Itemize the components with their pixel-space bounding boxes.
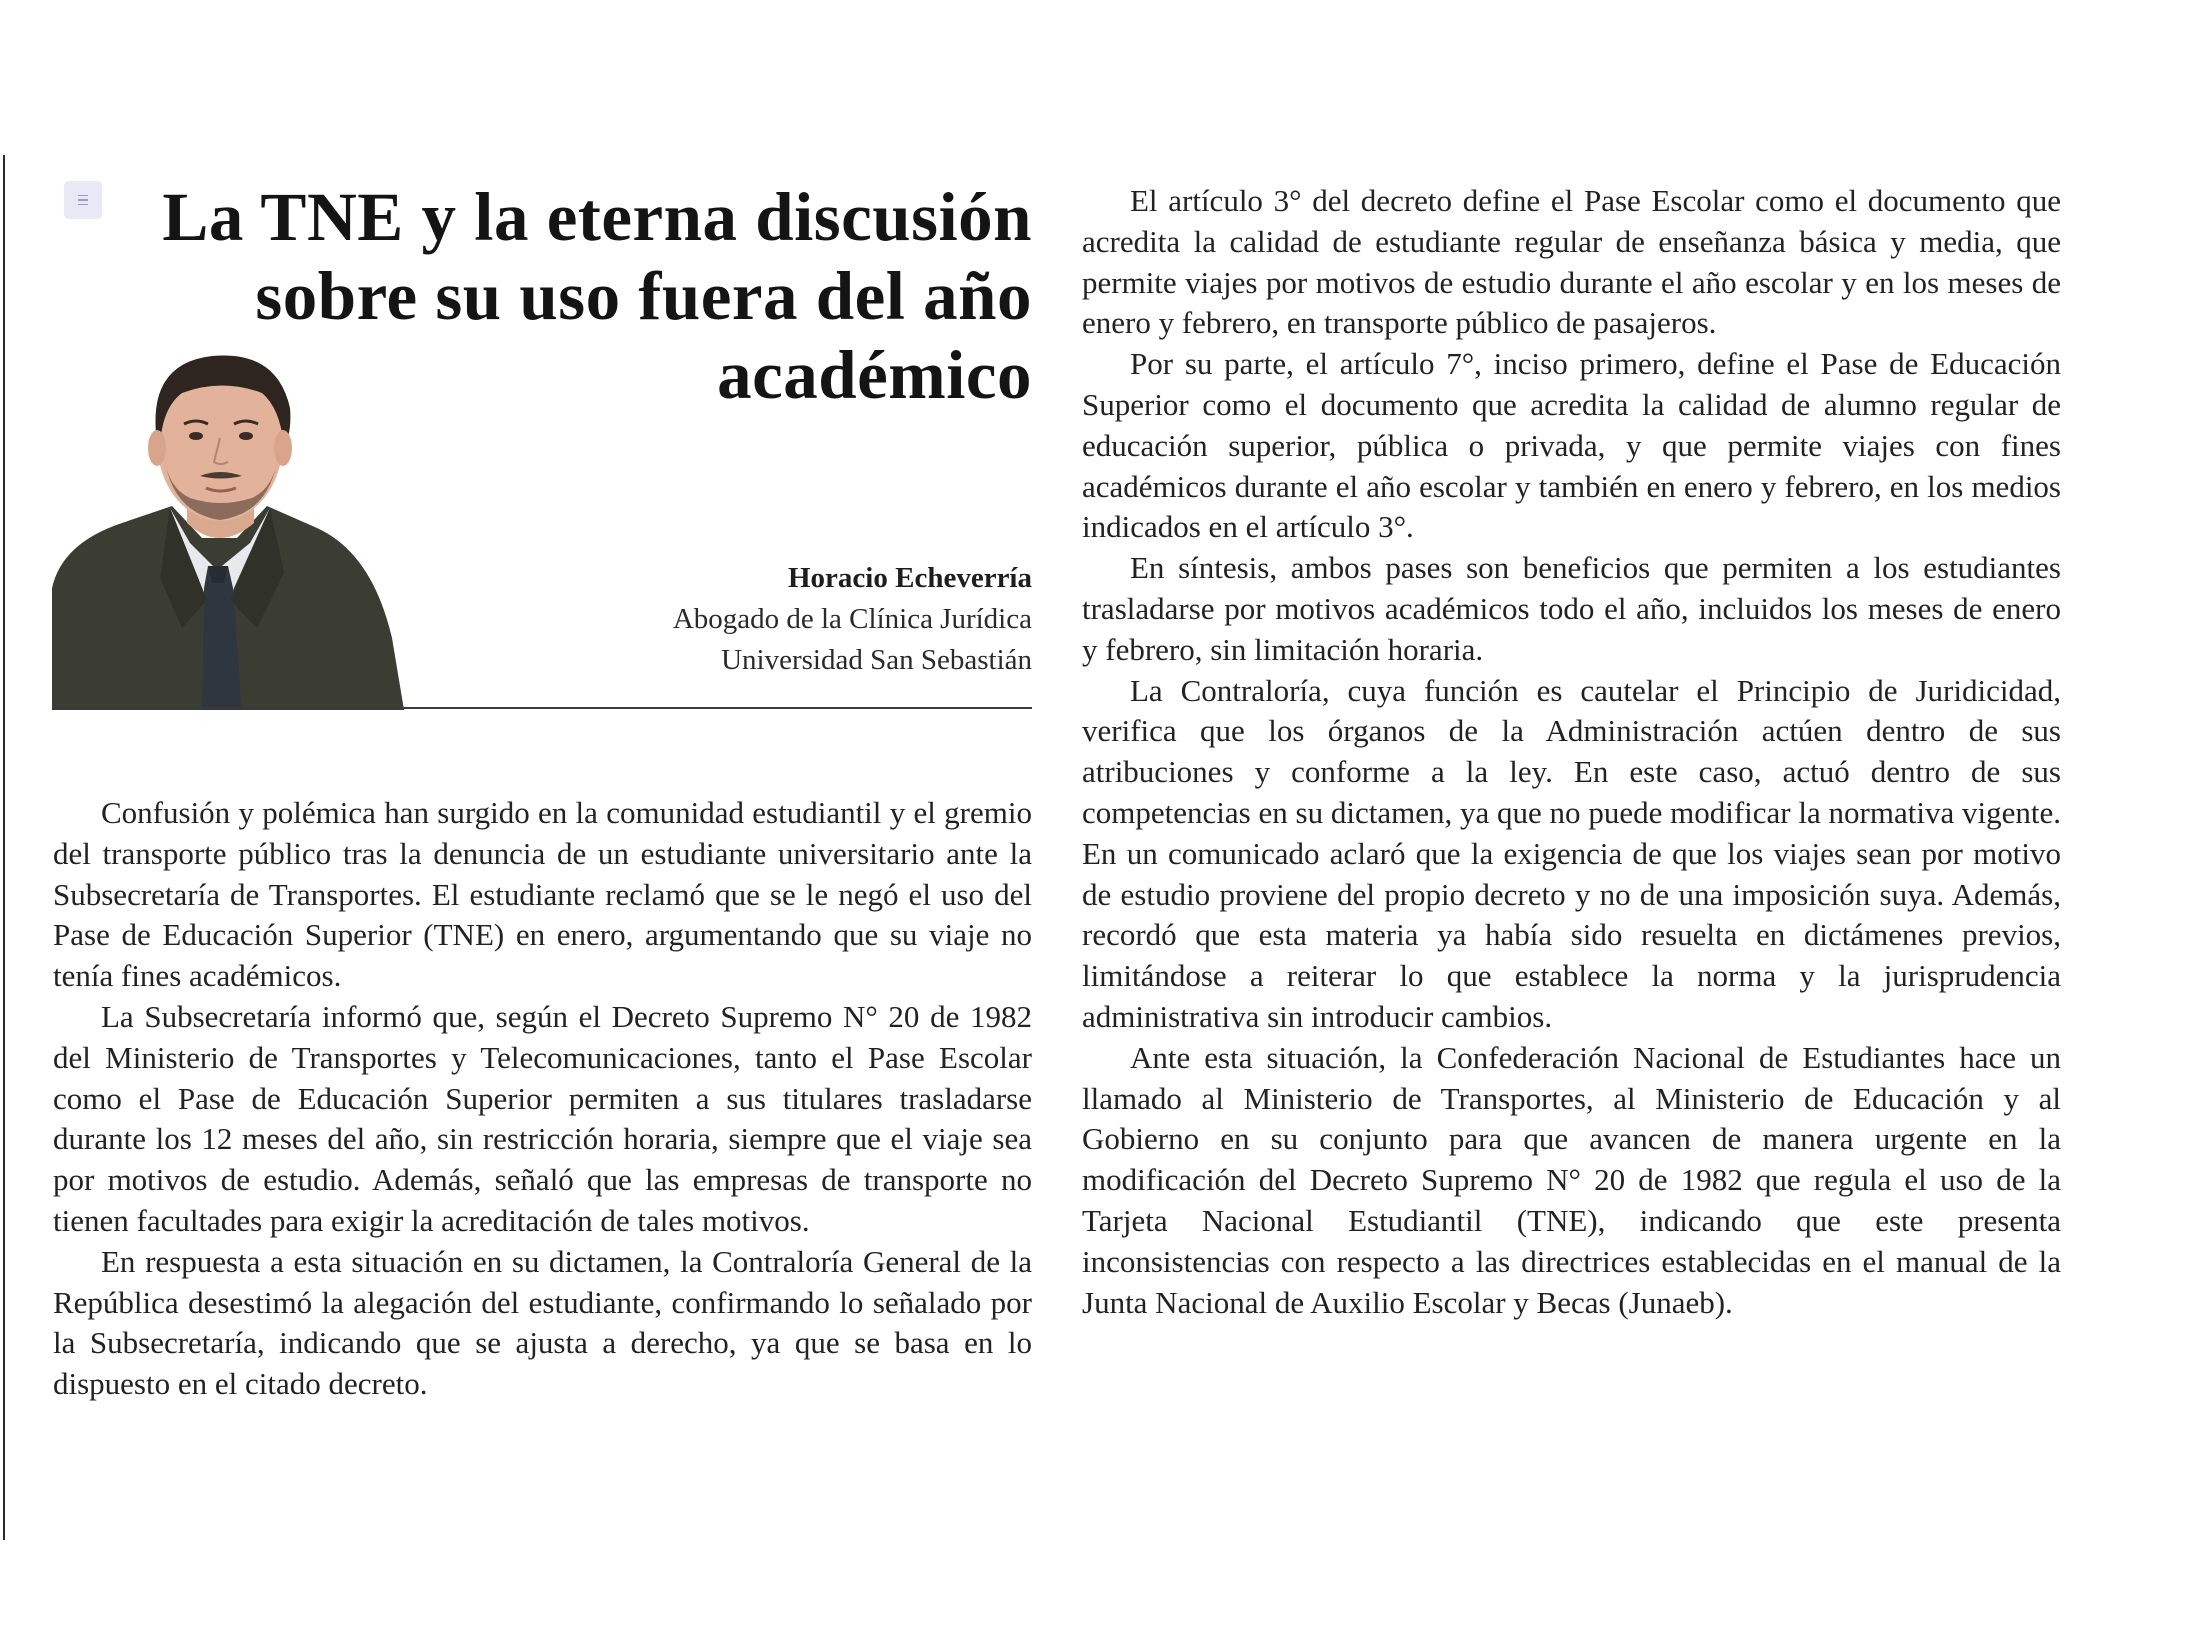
page-margin-rule bbox=[3, 155, 5, 1540]
paragraph: La Contraloría, cuya función es cautelar el Principio de Juridicidad, verifica que los órganos de la Administración actúen dentro de sus atribuciones y conforme a la ley. En este caso, actuó dentro de sus competencias en su dictamen, ya que no puede modificar la normativa vigente. En un comunicado aclaró que la exigencia de que los viajes sean por motivo de estudio proviene del propio decreto y no de una imposición suya. Además, recordó que esta materia ya había sido resuelta en dictámenes previos, limitándose a reiterar lo que establece la norma y la jurisprudencia administrativa sin introducir cambios. bbox=[1082, 672, 2061, 1034]
paragraph: El artículo 3° del decreto define el Pase Escolar como el documento que acredita la calidad de estudiante regular de enseñanza básica y media, que permite viajes por motivos de estudio durante el año escolar y en los meses de enero y febrero, en transporte público de pasajeros. bbox=[1082, 183, 2061, 341]
article-column-right bbox=[1082, 181, 2061, 1323]
paragraph: La Subsecretaría informó que, según el Decreto Supremo N° 20 de 1982 del Ministerio de Transportes y Telecomunicaciones, tanto el Pase Escolar como el Pase de Educación Superior permiten a sus titulares trasladarse durante los 12 meses del año, sin restricción horaria, siempre que el viaje sea por motivos de estudio. Además, señaló que las empresas de transporte no tienen facultades para exigir la acreditación de tales motivos. bbox=[53, 998, 1032, 1238]
author-name: Horacio Echeverría bbox=[788, 562, 1032, 594]
author-institution: Universidad San Sebastián bbox=[721, 644, 1032, 676]
paragraph: Ante esta situación, la Confederación Nacional de Estudiantes hace un llamado al Ministerio de Transportes, al Ministerio de Educación y al Gobierno en su conjunto para que avancen de manera urgente en la modificación del Decreto Supremo N° 20 de 1982 que regula el uso de la Tarjeta Nacional Estudiantil (TNE), indicando que este presenta inconsistencias con respecto a las directrices establecidas en el manual de la Junta Nacional de Auxilio Escolar y Becas (Junaeb). bbox=[1082, 1039, 2061, 1320]
article-column-left bbox=[53, 793, 1032, 1405]
author-role: Abogado de la Clínica Jurídica bbox=[672, 603, 1032, 635]
author-photo bbox=[52, 338, 404, 710]
note-icon-lines bbox=[78, 193, 88, 207]
byline bbox=[500, 558, 1032, 681]
paragraph: En respuesta a esta situación en su dictamen, la Contraloría General de la República desestimó la alegación del estudiante, confirmando lo señalado por la Subsecretaría, indicando que se ajusta a derecho, ya que se basa en lo dispuesto en el citado decreto. bbox=[53, 1243, 1032, 1402]
paragraph: En síntesis, ambos pases son beneficios que permiten a los estudiantes trasladarse por motivos académicos todo el año, incluidos los meses de enero y febrero, sin limitación horaria. bbox=[1082, 550, 2061, 667]
header-divider bbox=[52, 707, 1032, 709]
paragraph: Confusión y polémica han surgido en la comunidad estudiantil y el gremio del transporte público tras la denuncia de un estudiante universitario ante la Subsecretaría de Transportes. El estudiante reclamó que se le negó el uso del Pase de Educación Superior (TNE) en enero, argumentando que su viaje no tenía fines académicos. bbox=[53, 795, 1032, 994]
paragraph: Por su parte, el artículo 7°, inciso primero, define el Pase de Educación Superior como el documento que acredita la calidad de alumno regular de educación superior, pública o privada, y que permite viajes con fines académicos durante el año escolar y también en enero y febrero, en los medios indicados en el artículo 3°. bbox=[1082, 346, 2061, 545]
note-icon[interactable] bbox=[64, 181, 102, 219]
article-headline: La TNE y la eterna discusión sobre su uso fuera del año académico bbox=[162, 179, 1032, 413]
